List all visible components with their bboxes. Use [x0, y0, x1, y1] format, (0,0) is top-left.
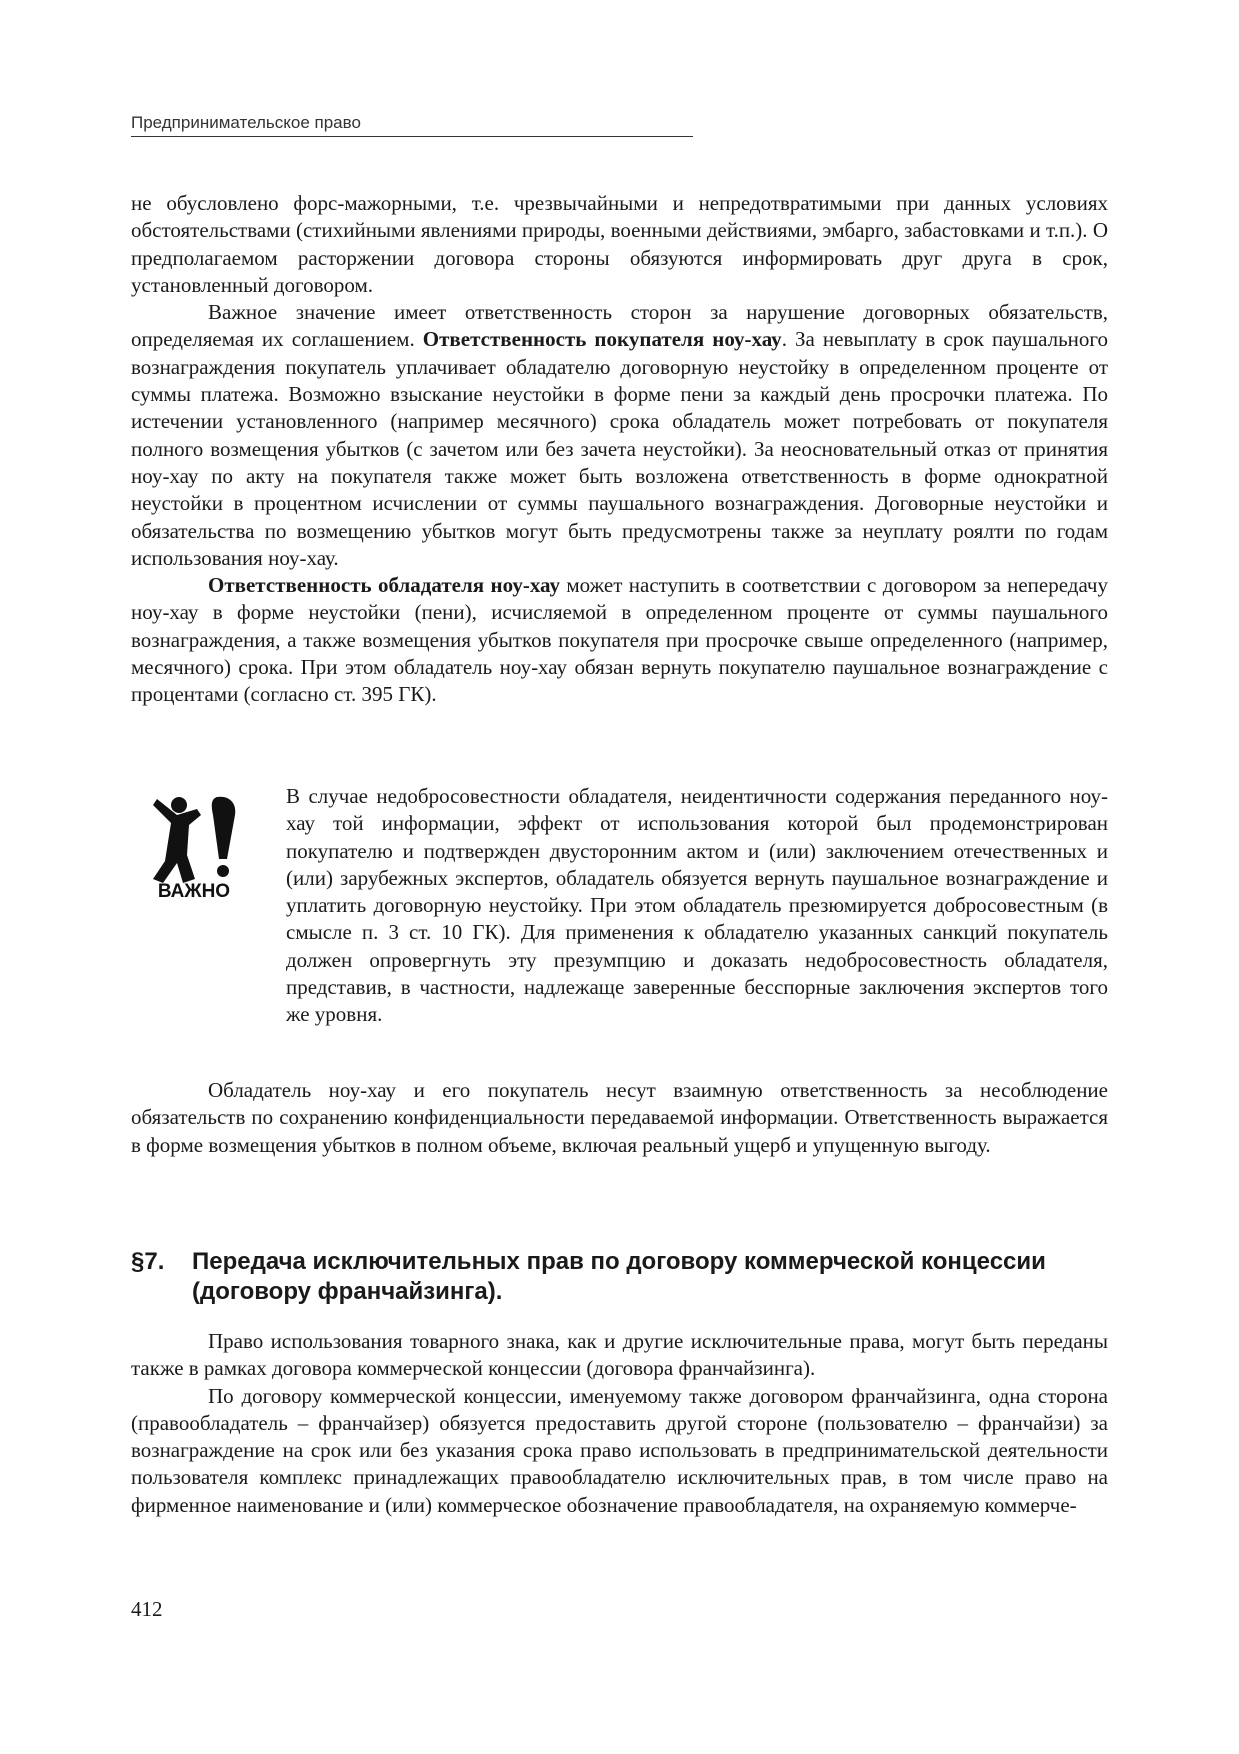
body-text-block-2 [131, 1077, 1108, 1159]
page-number: 412 [131, 1597, 163, 1621]
body-text-block-3 [131, 1328, 1108, 1519]
paragraph-buyer-liability [131, 299, 1108, 572]
important-label: ВАЖНО [157, 881, 231, 901]
section-title: Передача исключительных прав по договору коммерческой концессии (договору франчайзинга). [192, 1248, 1046, 1305]
note-text: В случае недобросовестности обладателя, неидентичности содержания переданного ноу-хау той информации, эффект от использования которой был продемонстрирован покупателю и подтвержден двусторонним актом и (или) заключением отечественных и (или) зарубежных экспертов, обладатель обязуется вернуть паушальное вознаграждение и уплатить договорную неустойку. При этом обладатель презюмируется добросовестным (в смысле п. 3 ст. 10 ГК). Для применения к обладателю указанных санкций покупатель должен опровергнуть эту презумпцию и доказать недобросовестность обладателя, представив, в частности, надлежаще заверенные бесспорные заключения экспертов того же уровня. [286, 784, 1108, 1027]
paragraph-mutual-liability: Обладатель ноу-хау и его покупатель несут взаимную ответственность за несоблюдение обязательств по сохранению конфиденциальности передаваемой информации. Ответственность выражается в форме возмещения убытков в полном объеме, включая реальный ущерб и упущенную выгоду. [131, 1078, 1108, 1157]
important-person-exclamation-icon [139, 791, 249, 901]
paragraph-force-majeure: не обусловлено форс-мажорными, т.е. чрезвычайными и непредотвратимыми при данных условиях обстоятельствами (стихийными явлениями природы, военными действиями, эмбарго, забастовками и т.п.). О предполагаемом расторжении договора стороны обязуются информировать друг друга в срок, установленный договором. [131, 191, 1108, 297]
paragraph-trademark-rights: Право использования товарного знака, как и другие исключительные права, могут быть переданы также в рамках договора коммерческой концессии (договора франчайзинга). [131, 1329, 1108, 1381]
paragraph-owner-liability [131, 572, 1108, 708]
paragraph-text: может наступить в соответствии с договором за непередачу ноу-хау в форме неустойки (пени), исчисляемой в определенном проценте от суммы паушального вознаграждения, а также возмещения убытков покупателя при просрочке свыше определенного (например, месячного) срока. При этом обладатель ноу-хау обязан вернуть покупателю паушальное вознаграждение с процентами (согласно ст. 395 ГК). [131, 573, 1108, 707]
important-note [131, 783, 1108, 1063]
paragraph-text: Важное значение имеет ответственность сторон за нарушение договорных обязательств, определяемая их соглашением. [131, 300, 1108, 352]
body-text-block-1 [131, 190, 1108, 709]
section-heading [131, 1247, 1108, 1307]
paragraph-text: . За невыплату в срок паушального вознаграждения покупатель уплачивает обладателю договорную неустойку в определенном проценте от суммы платежа. Возможно взыскание неустойки в форме пени за каждый день просрочки платежа. По истечении установленного (например месячного) срока обладатель может потребовать от покупателя полного возмещения убытков (с зачетом или без зачета неустойки). За неосновательный отказ от принятия ноу-хау по акту на покупателя также может быть возложена ответственность в форме однократной неустойки в процентном исчислении от суммы паушального вознаграждения. Договорные неустойки и обязательства по возмещению убытков могут быть предусмотрены также за неуплату роялти по годам использования ноу-хау. [131, 327, 1109, 570]
bold-term-owner-liability: Ответственность обладателя ноу-хау [208, 573, 560, 598]
running-head: Предпринимательское право [131, 112, 693, 137]
bold-term-buyer-liability: Ответственность покупателя ноу-хау [422, 327, 782, 352]
paragraph-franchise-definition: По договору коммерческой концессии, именуемому также договором франчайзинга, одна сторона (правообладатель – франчайзер) обязуется предоставить другой стороне (пользователю – франчайзи) за вознаграждение на срок или без указания срока право использовать в предпринимательской деятельности пользователя комплекс принадлежащих правообладателю исключительных прав, в том числе право на фирменное наименование и (или) коммерческое обозначение правообладателя, на охраняемую коммерче- [131, 1383, 1108, 1517]
section-number: §7. [131, 1248, 165, 1275]
